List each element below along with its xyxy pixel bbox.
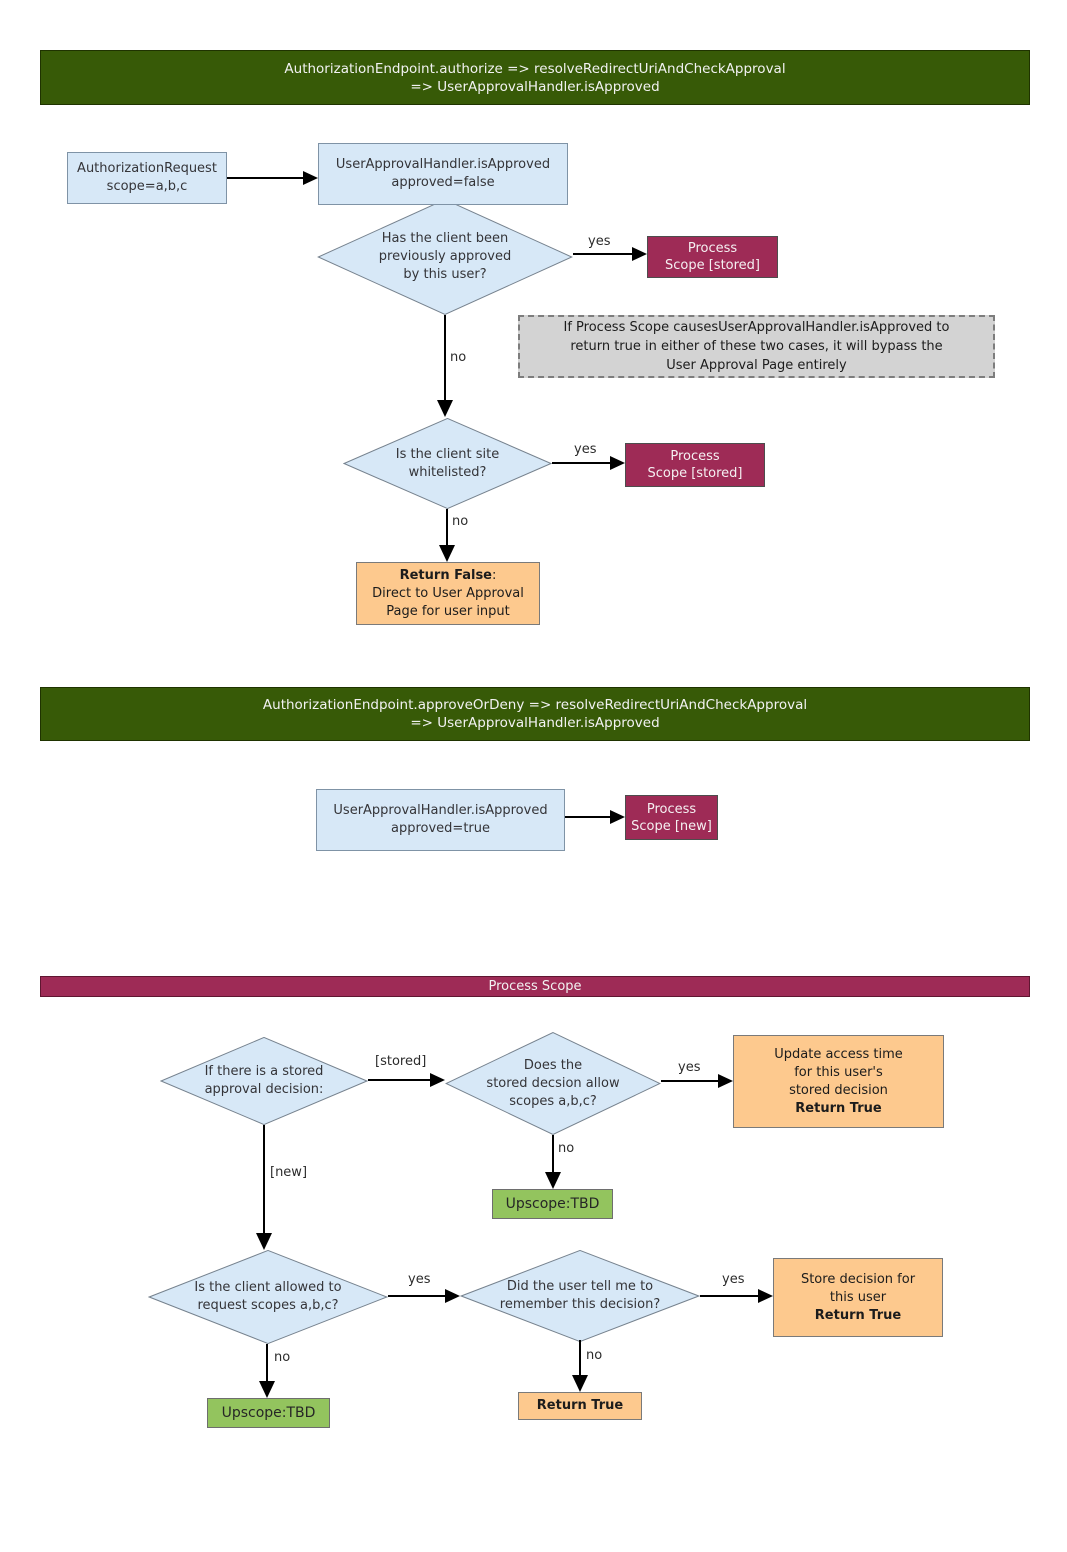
banner-process-scope [40, 976, 1030, 997]
client-allowed-decision [148, 1250, 388, 1344]
edge-label-no: no [450, 350, 467, 365]
arrowhead-right-icon [303, 171, 318, 185]
decision-allows-line3: scopes a,b,c? [509, 1093, 597, 1109]
is-approved-true-line2: approved=true [391, 821, 490, 836]
remember-decision-decision [460, 1250, 700, 1342]
update-access-line1: Update access time [774, 1046, 903, 1062]
connector-whitelisted-no [446, 509, 448, 545]
connector-request-to-handler [227, 177, 303, 179]
arrowhead-down-icon [259, 1381, 275, 1398]
upscope-tbd-box-2 [207, 1398, 330, 1428]
edge-label-no: no [274, 1350, 291, 1365]
store-decision-box [773, 1258, 943, 1337]
process-scope-new-line1: Process [646, 801, 697, 817]
arrowhead-right-icon [610, 810, 625, 824]
edge-label-yes: yes [574, 442, 597, 457]
arrowhead-right-icon [430, 1073, 445, 1087]
stored-decision-line2: approval decision: [204, 1082, 324, 1097]
store-decision-line2: this user [829, 1289, 887, 1305]
connector-approved-no [444, 315, 446, 400]
banner-approve-line2: => UserApprovalHandler.isApproved [410, 715, 660, 731]
update-access-return-true: Return True [795, 1100, 882, 1116]
banner-approve-line1: AuthorizationEndpoint.approveOrDeny => resolveRedirectUriAndCheckApproval [262, 697, 808, 713]
return-true-box [518, 1392, 642, 1420]
connector-approved-yes [573, 253, 632, 255]
is-approved-true-line1: UserApprovalHandler.isApproved [333, 803, 548, 818]
remember-line2: remember this decision? [499, 1297, 661, 1312]
authorization-request-line1: AuthorizationRequest [77, 161, 217, 176]
whitelisted-decision [343, 418, 552, 509]
upscope-2-label: Upscope:TBD [221, 1405, 316, 1421]
process-scope-stored-box-1 [647, 236, 778, 278]
client-allowed-line1: Is the client allowed to [194, 1280, 342, 1295]
arrowhead-down-icon [256, 1233, 272, 1250]
return-false-line3: Page for user input [386, 603, 510, 619]
is-approved-true-box [316, 789, 565, 851]
process-scope-stored-1-line1: Process [687, 241, 738, 256]
arrowhead-down-icon [437, 400, 453, 417]
bypass-note [518, 315, 995, 378]
connector-new [263, 1125, 265, 1233]
connector-true-to-process [565, 816, 610, 818]
arrowhead-right-icon [610, 456, 625, 470]
connector-stored [368, 1079, 430, 1081]
edge-label-stored: [stored] [375, 1054, 427, 1069]
connector-whitelisted-yes [552, 462, 610, 464]
connector-allows-no [552, 1135, 554, 1173]
whitelisted-line2: whitelisted? [408, 464, 487, 480]
return-false-colon: : [492, 567, 497, 583]
edge-label-yes: yes [678, 1060, 701, 1075]
update-access-line2: for this user's [794, 1064, 883, 1080]
arrowhead-right-icon [718, 1074, 733, 1088]
edge-label-no: no [586, 1348, 603, 1363]
edge-label-yes: yes [722, 1272, 745, 1287]
client-allowed-line2: request scopes a,b,c? [197, 1298, 339, 1313]
store-decision-line1: Store decision for [800, 1271, 916, 1287]
arrowhead-right-icon [758, 1289, 773, 1303]
arrowhead-down-icon [545, 1172, 561, 1189]
previously-approved-line3: by this user? [403, 267, 487, 282]
update-access-time-box [733, 1035, 944, 1128]
return-false-line1 [400, 567, 497, 585]
connector-remember-yes [700, 1295, 758, 1297]
edge-label-yes: yes [588, 234, 611, 249]
connector-allows-yes [661, 1080, 718, 1082]
stored-decision-line1: If there is a stored [204, 1064, 324, 1079]
arrowhead-down-icon [439, 545, 455, 562]
connector-client-allowed-no [266, 1344, 268, 1381]
upscope-tbd-box-1 [492, 1189, 613, 1219]
edge-label-no: no [558, 1141, 575, 1156]
bypass-note-line1: If Process Scope causesUserApprovalHandler.isApproved to [563, 320, 950, 335]
is-approved-false-line1: UserApprovalHandler.isApproved [335, 157, 551, 172]
process-scope-new-line2: Scope [new] [631, 818, 712, 834]
banner-approve-or-deny [40, 687, 1030, 741]
return-false-line2: Direct to User Approval [372, 585, 524, 601]
connector-client-allowed-yes [388, 1295, 445, 1297]
return-true-label: Return True [536, 1398, 624, 1413]
process-scope-stored-box-2 [625, 443, 765, 487]
banner-authorize-line1: AuthorizationEndpoint.authorize => resolveRedirectUriAndCheckApproval [284, 60, 786, 77]
process-scope-stored-1-line2: Scope [stored] [664, 258, 760, 273]
connector-remember-no [579, 1340, 581, 1376]
is-approved-false-box [318, 143, 568, 205]
decision-allows-line2: stored decsion allow [486, 1075, 620, 1091]
banner-process-scope-title: Process Scope [488, 978, 582, 994]
edge-label-new: [new] [270, 1165, 308, 1180]
previously-approved-decision [317, 199, 573, 315]
arrowhead-down-icon [572, 1375, 588, 1392]
return-false-bold: Return False [399, 567, 492, 583]
return-false-box [356, 562, 540, 625]
decision-allows-scopes-decision [445, 1032, 661, 1135]
previously-approved-line2: previously approved [378, 249, 512, 264]
edge-label-yes: yes [408, 1272, 431, 1287]
bypass-note-line3: User Approval Page entirely [666, 358, 847, 373]
process-scope-new-box [625, 795, 718, 840]
previously-approved-line1: Has the client been [381, 231, 509, 246]
banner-authorize-line2: => UserApprovalHandler.isApproved [410, 78, 660, 95]
arrowhead-right-icon [632, 247, 647, 261]
bypass-note-line2: return true in either of these two cases, it will bypass the [570, 339, 943, 354]
authorization-request-box [67, 152, 227, 204]
store-decision-return-true: Return True [814, 1307, 902, 1323]
upscope-1-label: Upscope:TBD [505, 1196, 600, 1212]
remember-line1: Did the user tell me to [506, 1279, 654, 1294]
whitelisted-line1: Is the client site [395, 446, 500, 462]
stored-decision-exists-decision [160, 1037, 368, 1125]
banner-authorize [40, 50, 1030, 105]
authorization-request-line2: scope=a,b,c [106, 179, 188, 194]
is-approved-false-line2: approved=false [391, 175, 495, 190]
process-scope-stored-2-line1: Process [670, 449, 720, 464]
decision-allows-line1: Does the [523, 1057, 583, 1073]
edge-label-no: no [452, 514, 469, 529]
update-access-line3: stored decision [789, 1082, 888, 1098]
process-scope-stored-2-line2: Scope [stored] [647, 466, 743, 481]
arrowhead-right-icon [445, 1289, 460, 1303]
